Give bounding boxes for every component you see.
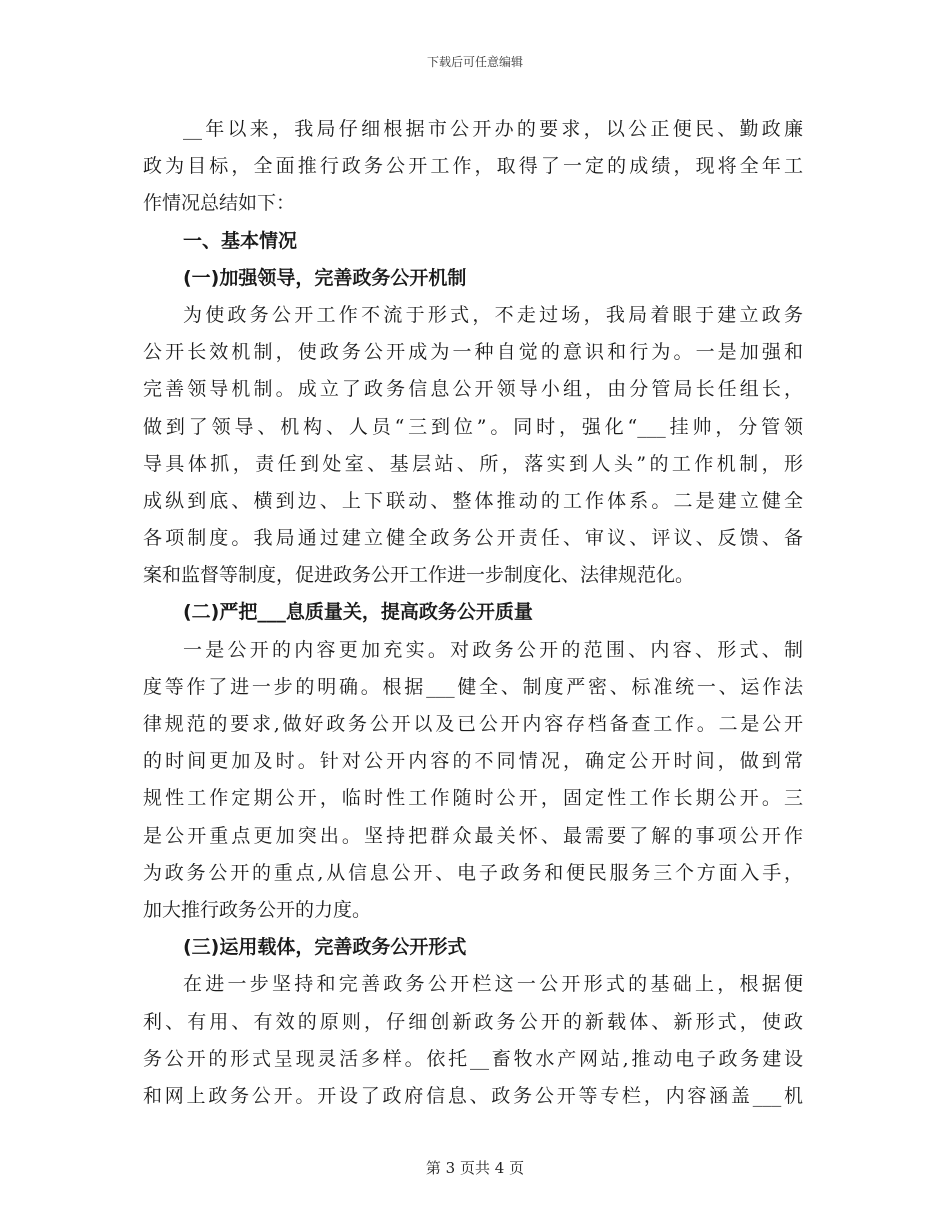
paragraph-line: 公开长效机制，使政务公开成为一种自觉的意识和行为。一是加强和 xyxy=(143,341,803,364)
paragraph-line: 和网上政务公开。开设了政府信息、政务公开等专栏，内容涵盖___机 xyxy=(143,1084,803,1107)
page-number: 第 3 页共 4 页 xyxy=(425,1159,525,1177)
paragraph-line: 一是公开的内容更加充实。对政务公开的范围、内容、形式、制 xyxy=(183,638,803,661)
paragraph-line: 的时间更加及时。针对公开内容的不同情况，确定公开时间，做到常 xyxy=(143,750,803,773)
paragraph-line: 为政务公开的重点,从信息公开、电子政务和便民服务三个方面入手， xyxy=(143,861,803,884)
document-body xyxy=(143,111,803,1115)
paragraph-line: 政为目标，全面推行政务公开工作，取得了一定的成绩，现将全年工 xyxy=(143,155,803,178)
paragraph-line: 度等作了进一步的明确。根据___健全、制度严密、标准统一、运作法 xyxy=(143,675,803,698)
paragraph-line: 务公开的形式呈现灵活多样。依托__畜牧水产网站,推动电子政务建设 xyxy=(143,1047,803,1070)
paragraph-line: __年以来，我局仔细根据市公开办的要求，以公正便民、勤政廉 xyxy=(183,118,803,140)
section-heading: 一、基本情况 xyxy=(183,229,298,252)
paragraph-line: 案和监督等制度，促进政务公开工作进一步制度化、法律规范化。 xyxy=(143,564,695,587)
paragraph-line: 加大推行政务公开的力度。 xyxy=(143,898,372,921)
paragraph-line: 为使政务公开工作不流于形式，不走过场，我局着眼于建立政务 xyxy=(183,303,803,326)
paragraph-line: 利、有用、有效的原则，仔细创新政务公开的新载体、新形式，使政 xyxy=(143,1010,803,1033)
paragraph-line: 在进一步坚持和完善政务公开栏这一公开形式的基础上，根据便 xyxy=(183,973,803,996)
paragraph-line: 导具体抓，责任到处室、基层站、所，落实到人头”的工作机制，形 xyxy=(143,452,803,475)
paragraph-line: 是公开重点更加突出。坚持把群众最关怀、最需要了解的事项公开作 xyxy=(143,824,803,847)
paragraph-line: 律规范的要求,做好政务公开以及已公开内容存档备查工作。二是公开 xyxy=(143,713,803,735)
paragraph-line: 完善领导机制。成立了政务信息公开领导小组，由分管局长任组长， xyxy=(143,378,803,401)
subsection-heading: (二)严把___息质量关，提高政务公开质量 xyxy=(183,601,533,624)
paragraph-line: 各项制度。我局通过建立健全政务公开责任、审议、评议、反馈、备 xyxy=(143,527,803,550)
header-note: 下载后可任意编辑 xyxy=(426,55,523,69)
paragraph-line: 做到了领导、机构、人员“三到位”。同时，强化“___挂帅，分管领 xyxy=(143,415,803,438)
subsection-heading: (一)加强领导，完善政务公开机制 xyxy=(183,266,467,289)
paragraph-line: 规性工作定期公开，临时性工作随时公开，固定性工作长期公开。三 xyxy=(143,787,803,810)
paragraph-line: 成纵到底、横到边、上下联动、整体推动的工作体系。二是建立健全 xyxy=(143,489,803,512)
subsection-heading: (三)运用载体，完善政务公开形式 xyxy=(183,936,467,959)
paragraph-line: 作情况总结如下： xyxy=(143,192,296,215)
